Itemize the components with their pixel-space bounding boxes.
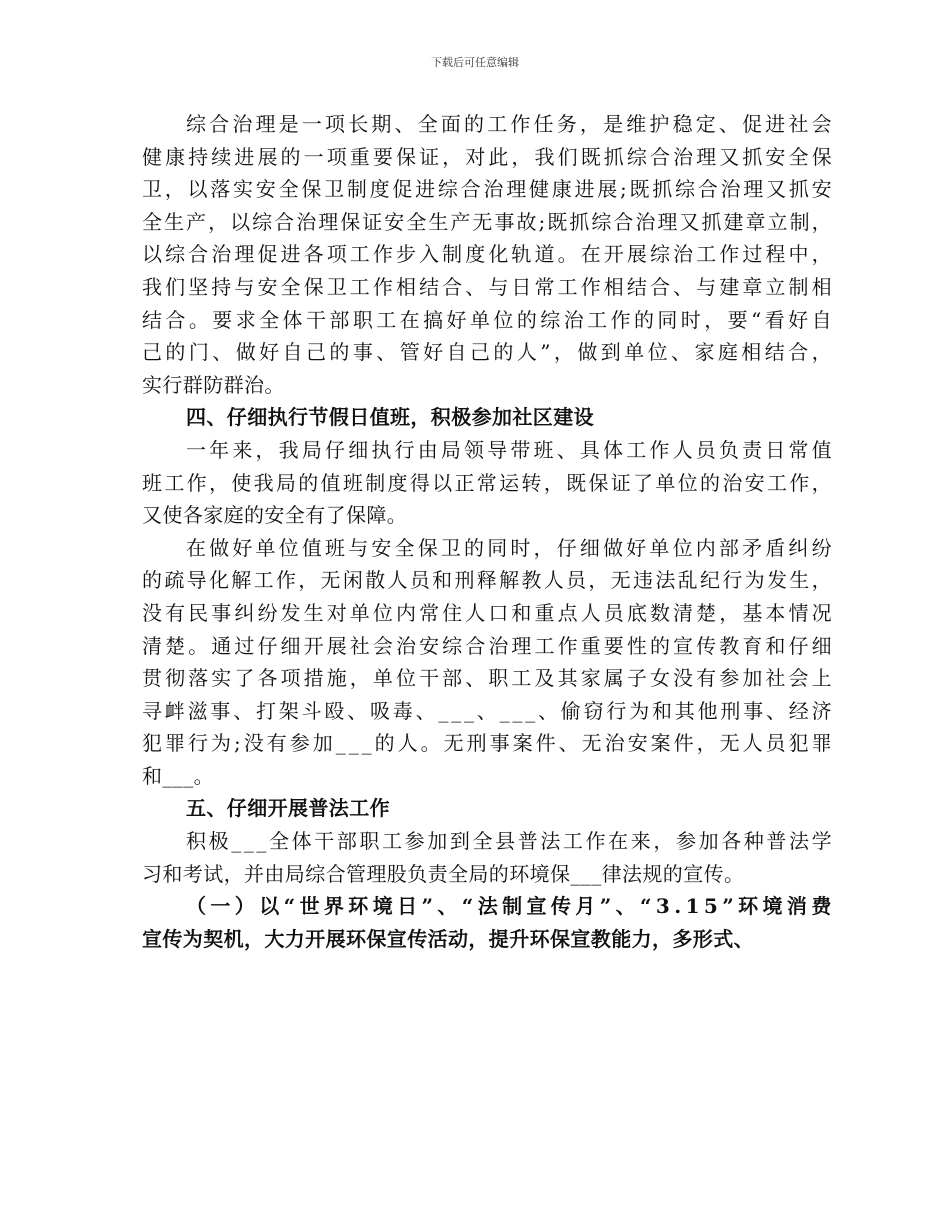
paragraph-line: 习和考试，并由局综合管理股负责全局的环境保___律法规的宣传。 [142, 861, 745, 886]
paragraph-line: 以综合治理促进各项工作步入制度化轨道。在开展综治工作过程中， [142, 242, 835, 267]
paragraph-line: 又使各家庭的安全有了保障。 [142, 503, 408, 528]
paragraph-line: 犯罪行为;没有参加___的人。无刑事案件、无治安案件，无人员犯罪 [142, 731, 835, 756]
paragraph-line: 和___。 [142, 763, 214, 788]
paragraph-line: 结合。要求全体干部职工在搞好单位的综治工作的同时，要“看好自 [142, 307, 836, 332]
paragraph-line: 健康持续进展的一项重要保证，对此，我们既抓综合治理又抓安全保 [142, 144, 835, 169]
paragraph-line: 班工作，使我局的值班制度得以正常运转，既保证了单位的治安工作， [142, 470, 834, 495]
paragraph-line: 全生产，以综合治理保证安全生产无事故;既抓综合治理又抓建章立制， [142, 209, 834, 234]
paragraph-line: 综合治理是一项长期、全面的工作任务，是维护稳定、促进社会 [186, 112, 835, 136]
paragraph-line: 积极___全体干部职工参加到全县普法工作在来，参加各种普法学 [186, 829, 835, 854]
paragraph-line: 在做好单位值班与安全保卫的同时，仔细做好单位内部矛盾纠纷 [186, 535, 835, 560]
paragraph-line: 的疏导化解工作，无闲散人员和刑释解教人员，无违法乱纪行为发生， [142, 568, 834, 593]
paragraph-line: 卫，以落实安全保卫制度促进综合治理健康进展;既抓综合治理又抓安 [142, 177, 835, 202]
paragraph-line: 清楚。通过仔细开展社会治安综合治理工作重要性的宣传教育和仔细 [142, 633, 835, 658]
document-body [142, 108, 836, 955]
paragraph-line: 一年来，我局仔细执行由局领导带班、具体工作人员负责日常值 [186, 437, 835, 462]
section-heading-line: 五、仔细开展普法工作 [186, 796, 390, 821]
paragraph-line: 己的门、做好自己的事、管好自己的人”，做到单位、家庭相结合， [142, 340, 836, 365]
paragraph-line: 没有民事纠纷发生对单位内常住人口和重点人员底数清楚，基本情况 [142, 600, 835, 625]
section-heading-line: （一）以“世界环境日”、“法制宣传月”、“3.15”环境消费 [186, 894, 836, 919]
paragraph-line: 我们坚持与安全保卫工作相结合、与日常工作相结合、与建章立制相 [142, 274, 835, 299]
section-heading-line: 宣传为契机，大力开展环保宣传活动，提升环保宣教能力，多形式、 [142, 926, 754, 951]
page-header: 下载后可任意编辑 [431, 56, 519, 69]
paragraph-line: 实行群防群治。 [142, 372, 285, 397]
paragraph-line: 寻衅滋事、打架斗殴、吸毒、___、___、偷窃行为和其他刑事、经济 [142, 698, 835, 723]
section-heading-line: 四、仔细执行节假日值班，积极参加社区建设 [186, 405, 594, 430]
paragraph-line: 贯彻落实了各项措施，单位干部、职工及其家属子女没有参加社会上 [142, 666, 835, 691]
